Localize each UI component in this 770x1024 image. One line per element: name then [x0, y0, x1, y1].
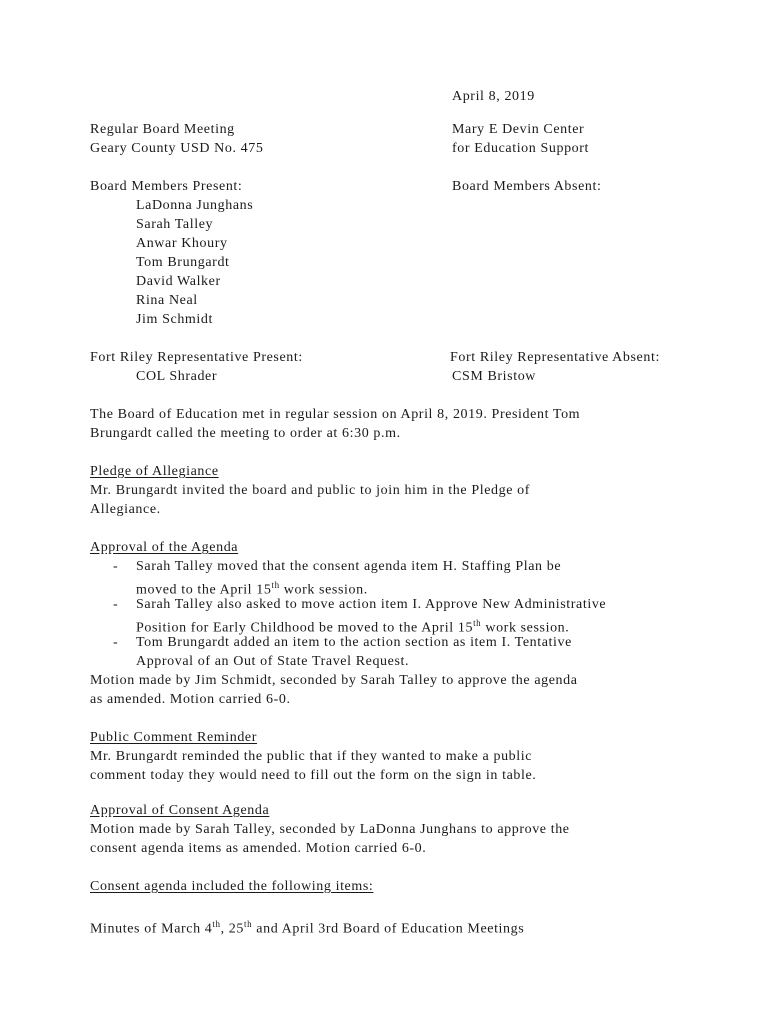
meeting-date: April 8, 2019 — [452, 89, 535, 104]
pledge-text: Mr. Brungardt invited the board and public to join him in the Pledge of — [90, 483, 530, 498]
member-name: David Walker — [136, 274, 221, 289]
agenda-item-text: Sarah Talley moved that the consent agenda item H. Staffing Plan be — [136, 559, 562, 574]
member-name: Anwar Khoury — [136, 236, 228, 251]
member-name: Tom Brungardt — [136, 255, 230, 270]
intro-line: The Board of Education met in regular session on April 8, 2019. President Tom — [90, 407, 581, 422]
member-name: Sarah Talley — [136, 217, 214, 232]
district-name: Geary County USD No. 475 — [90, 141, 264, 156]
public-comment-text: comment today they would need to fill out the form on the sign in table. — [90, 768, 537, 783]
agenda-item-text: moved to the April 15th work session. — [136, 580, 368, 598]
intro-line: Brungardt called the meeting to order at 6:30 p.m. — [90, 426, 401, 441]
pledge-heading: Pledge of Allegiance — [90, 464, 219, 479]
bullet-dash: - — [113, 597, 119, 612]
consent-items-heading: Consent agenda included the following items: — [90, 879, 374, 894]
public-comment-text: Mr. Brungardt reminded the public that if they wanted to make a public — [90, 749, 533, 764]
public-comment-heading: Public Comment Reminder — [90, 730, 258, 745]
agenda-item-text: Position for Early Childhood be moved to the April 15th work session. — [136, 618, 570, 636]
consent-heading: Approval of Consent Agenda — [90, 803, 270, 818]
member-name: Rina Neal — [136, 293, 198, 308]
consent-text: Motion made by Sarah Talley, seconded by LaDonna Junghans to approve the — [90, 822, 570, 837]
agenda-item-text: Approval of an Out of State Travel Request. — [136, 654, 410, 669]
agenda-item-text: Sarah Talley also asked to move action item I. Approve New Administrative — [136, 597, 607, 612]
agenda-motion: as amended. Motion carried 6-0. — [90, 692, 291, 707]
consent-item-minutes: Minutes of March 4th, 25th and April 3rd Board of Education Meetings — [90, 919, 525, 937]
agenda-item-text: Tom Brungardt added an item to the action section as item I. Tentative — [136, 635, 572, 650]
agenda-heading: Approval of the Agenda — [90, 540, 239, 555]
ft-riley-absent-name: CSM Bristow — [452, 369, 537, 384]
location-line1: Mary E Devin Center — [452, 122, 585, 137]
bullet-dash: - — [113, 559, 119, 574]
member-name: Jim Schmidt — [136, 312, 213, 327]
ft-riley-present-name: COL Shrader — [136, 369, 218, 384]
agenda-motion: Motion made by Jim Schmidt, seconded by Sarah Talley to approve the agenda — [90, 673, 578, 688]
location-line2: for Education Support — [452, 141, 590, 156]
ft-riley-present-label: Fort Riley Representative Present: — [90, 350, 303, 365]
ft-riley-absent-label: Fort Riley Representative Absent: — [450, 350, 660, 365]
member-name: LaDonna Junghans — [136, 198, 254, 213]
members-present-label: Board Members Present: — [90, 179, 243, 194]
meeting-title: Regular Board Meeting — [90, 122, 235, 137]
pledge-text: Allegiance. — [90, 502, 161, 517]
bullet-dash: - — [113, 635, 119, 650]
members-absent-label: Board Members Absent: — [452, 179, 602, 194]
consent-text: consent agenda items as amended. Motion carried 6-0. — [90, 841, 427, 856]
